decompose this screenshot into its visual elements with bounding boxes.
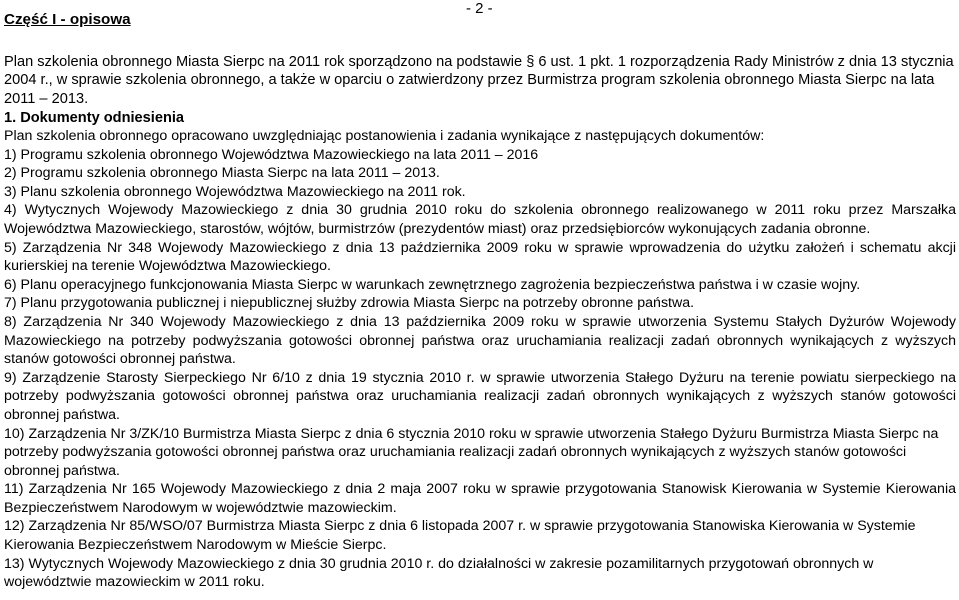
list-item: 11) Zarządzenia Nr 165 Wojewody Mazowieckiego z dnia 2 maja 2007 roku w sprawie przygotowania Stanowisk Kierowania w Systemie Kierowania Bezpieczeństwem Narodowym w województwie mazowieckim. — [4, 481, 956, 516]
list-item: 5) Zarządzenia Nr 348 Wojewody Mazowieckiego z dnia 13 października 2009 roku w sprawie wprowadzenia do użytku założeń i schematu akcji kurierskiej na terenie Województwa Mazowieckiego. — [4, 239, 956, 275]
section-title: 1. Dokumenty odniesienia — [4, 110, 185, 126]
list-item: 1) Programu szkolenia obronnego Województwa Mazowieckiego na lata 2011 – 2016 — [4, 146, 539, 163]
list-item: 2) Programu szkolenia obronnego Miasta Sierpc na lata 2011 – 2013. — [4, 165, 440, 182]
list-item: 9) Zarządzenie Starosty Sierpeckiego Nr 6/10 z dnia 19 stycznia 2010 r. w sprawie utworzenia Stałego Dyżuru na terenie powiatu sierpeckiego na potrzeby podwyższania gotowości obronnej państwa oraz uruchamiania realizacji zadań obronnych wynikających z wyższych stanów gotowości obronnej państwa. — [4, 369, 956, 423]
section-body — [4, 127, 956, 592]
list-item: 10) Zarządzenia Nr 3/ZK/10 Burmistrza Miasta Sierpc z dnia 6 stycznia 2010 roku w sprawie utworzenia Stałego Dyżuru Burmistrza Miasta Sierpc na potrzeby podwyższania gotowości obronnej państwa oraz uruchamiania realizacji zadań obronnych wynikających z wyższych stanów gotowości obronnej państwa. — [4, 425, 939, 479]
list-item: 12) Zarządzenia Nr 85/WSO/07 Burmistrza Miasta Sierpc z dnia 6 listopada 2007 r. w sprawie przygotowania Stanowiska Kierowania w Systemie Kierowania Bezpieczeństwem Narodowym w Mieście Sierpc. — [4, 518, 916, 554]
list-item: 6) Planu operacyjnego funkcjonowania Miasta Sierpc w warunkach zewnętrznego zagrożenia bezpieczeństwa państwa i w czasie wojny. — [4, 276, 861, 293]
page-number: - 2 - — [466, 0, 493, 17]
list-item: 4) Wytycznych Wojewody Mazowieckiego z dnia 30 grudnia 2010 roku do szkolenia obronnego realizowanego w 2011 roku przez Marszałka Województwa Mazowieckiego, starostów, wójtów, burmistrzów (prezydentów miast) oraz przedsiębiorców wykonujących zadania obronne. — [4, 202, 956, 237]
section-lead: Plan szkolenia obronnego opracowano uwzględniając postanowienia i zadania wynikające z następujących dokumentów: — [4, 128, 765, 144]
list-item: 7) Planu przygotowania publicznej i niepublicznej służby zdrowia Miasta Sierpc na potrzeby obronne państwa. — [4, 295, 695, 312]
list-item: 8) Zarządzenia Nr 340 Wojewody Mazowieckiego z dnia 13 października 2009 roku w sprawie utworzenia Systemu Stałych Dyżurów Wojewody Mazowieckiego na potrzeby podwyższania gotowości obronnej państwa oraz uruchamiania realizacji zadań obronnych wynikających z wyższych stanów gotowości obronnej państwa. — [4, 313, 956, 368]
list-item: 3) Planu szkolenia obronnego Województwa Mazowieckiego na 2011 rok. — [4, 183, 466, 200]
list-item: 13) Wytycznych Wojewody Mazowieckiego z dnia 30 grudnia 2010 r. do działalności w zakresie pozamilitarnych przygotowań obronnych w województwie mazowieckim w 2011 roku. — [4, 555, 874, 591]
intro-paragraph: Plan szkolenia obronnego Miasta Sierpc na 2011 rok sporządzono na podstawie § 6 ust. 1 pkt. 1 rozporządzenia Rady Ministrów z dnia 13 stycznia 2004 r., w sprawie szkolenia obronnego, a także w oparciu o zatwierdzony przez Burmistrza program szkolenia obronnego Miasta Sierpc na lata 2011 – 2013. — [4, 54, 954, 107]
section-label: Część I - opisowa — [4, 11, 131, 28]
